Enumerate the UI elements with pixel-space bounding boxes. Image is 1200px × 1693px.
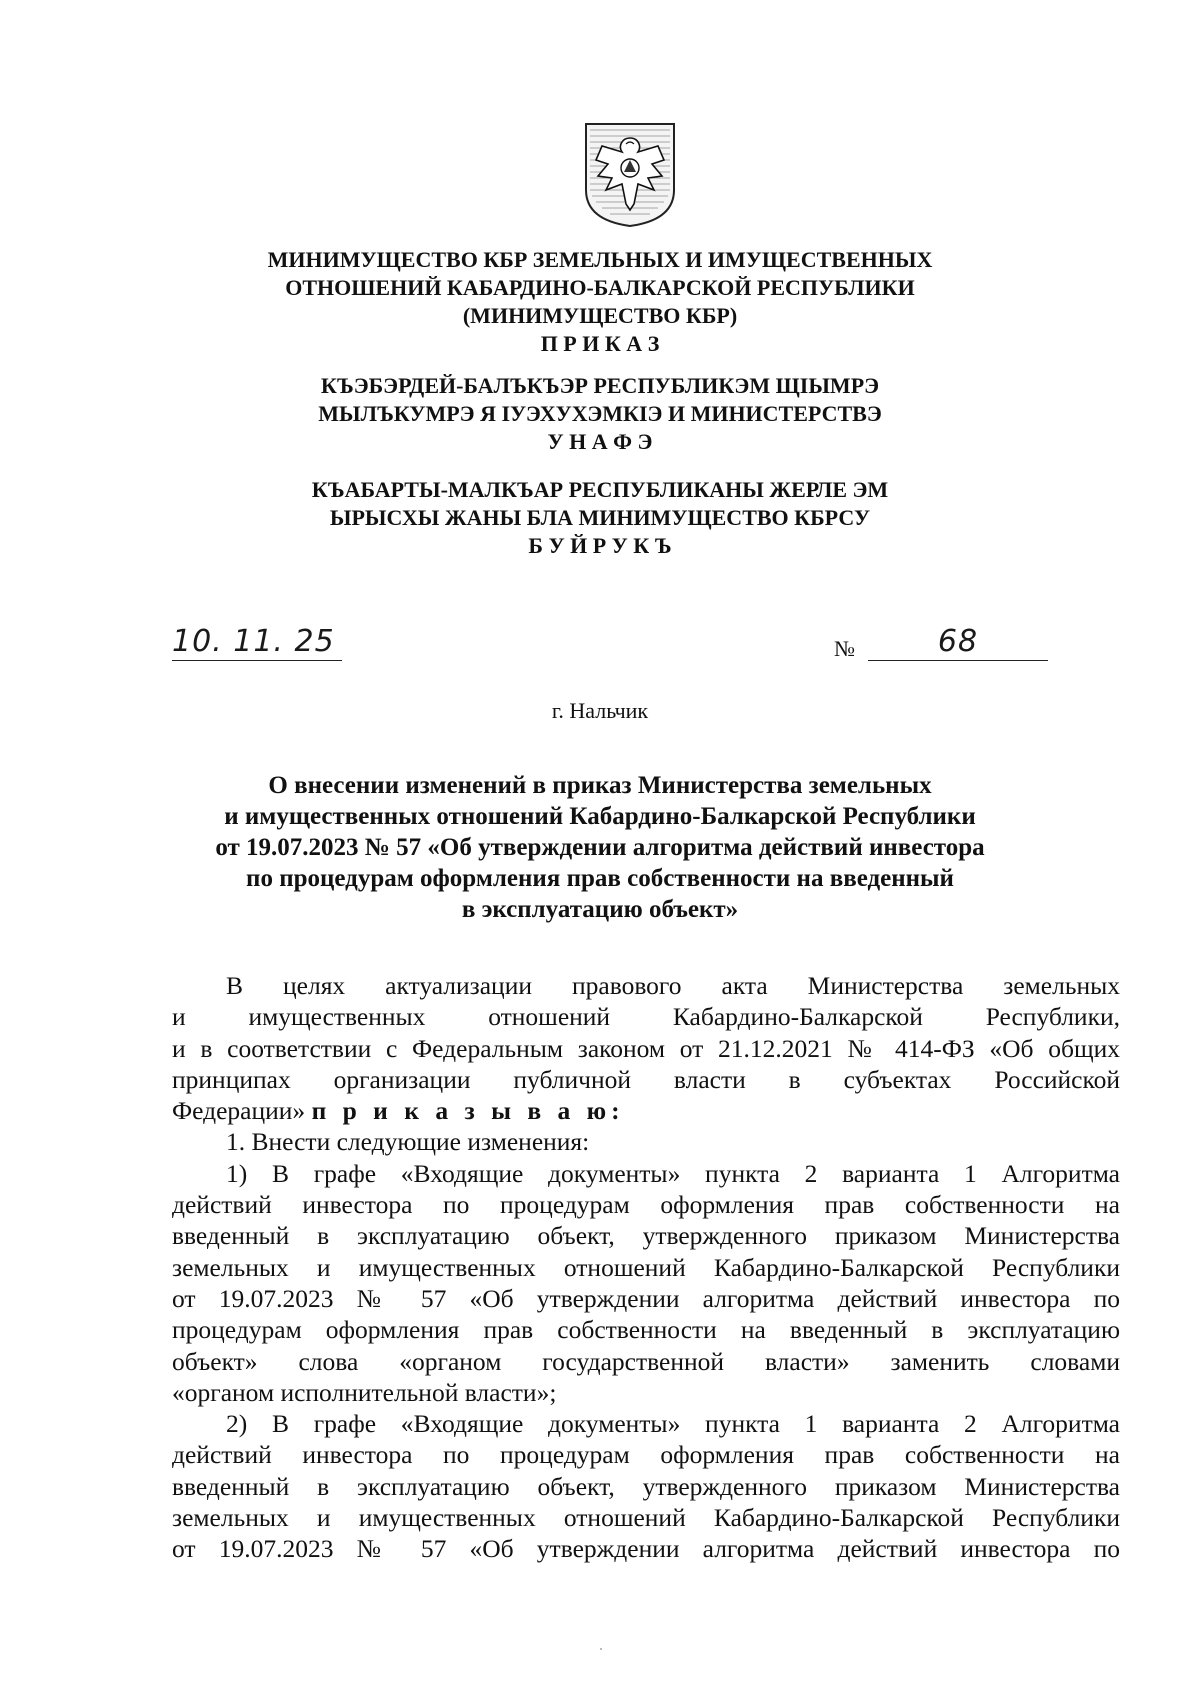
header-line: КЪЭБЭРДЕЙ-БАЛЪКЪЭР РЕСПУБЛИКЭМ ЩIЫМРЭ [320,373,880,398]
body-line: от 19.07.2023 № 57 «Об утверждении алгоритма действий инвестора по [172,1283,1120,1313]
body-line: «органом исполнительной власти»; [172,1377,557,1407]
order-date-field [172,624,342,661]
body-line: введенный в эксплуатацию объект, утвержденного приказом Министерства [172,1221,1120,1251]
ministry-header-kabardian [150,372,1050,456]
ministry-header-russian [150,246,1050,358]
preamble-paragraph [172,970,1120,1126]
body-line: действий инвестора по процедурам оформления прав собственности на [172,1440,1120,1470]
body-line: действий инвестора по процедурам оформления прав собственности на [172,1190,1120,1220]
body-line: В целях актуализации правового акта Министерства земельных [226,971,1120,1000]
body-line: земельных и имущественных отношений Кабардино-Балкарской Республики [172,1503,1120,1533]
city-name: г. Нальчик [551,698,649,723]
header-line: МИНИМУЩЕСТВО КБР ЗЕМЕЛЬНЫХ И ИМУЩЕСТВЕННЫХ [267,247,933,272]
subitem-1-paragraph [172,1158,1120,1408]
body-line: и имущественных отношений Кабардино-Балкарской Республики, [172,1002,1120,1032]
title-line: О внесении изменений в приказ Министерства земельных [268,772,932,799]
title-line: в эксплуатацию объект» [461,896,739,923]
doc-type-balkar: Б У Й Р У К Ъ [528,533,672,558]
subitem-2-paragraph [172,1408,1120,1564]
header-line: ЫРЫСХЫ ЖАНЫ БЛА МИНИМУЩЕСТВО КБРСУ [329,505,871,530]
header-line: ОТНОШЕНИЙ КАБАРДИНО-БАЛКАРСКОЙ РЕСПУБЛИКИ [285,275,915,300]
body-line: принципах организации публичной власти в субъектах Российской [172,1064,1120,1094]
title-line: по процедурам оформления прав собственности на введенный [246,865,954,892]
header-line: КЪАБАРТЫ-МАЛКЪАР РЕСПУБЛИКАНЫ ЖЕРЛЕ ЭМ [311,477,889,502]
ministry-header-balkar [150,476,1050,560]
scan-speck [600,1648,602,1650]
order-date-handwritten: 10. 11. 25 [172,624,335,659]
body-line: процедурам оформления прав собственности на введенный в эксплуатацию [172,1315,1120,1345]
preamble-end-text: Федерации» [172,1096,312,1126]
order-number-field [868,624,1048,661]
header-line: МЫЛЪКУМРЭ Я IУЭХУХЭМКIЭ И МИНИСТЕРСТВЭ [318,401,882,426]
body-line: объект» слова «органом государственной власти» заменить словами [172,1346,1120,1376]
body-line: от 19.07.2023 № 57 «Об утверждении алгоритма действий инвестора по [172,1534,1120,1564]
order-body [172,970,1120,1565]
order-title [150,770,1050,925]
body-line: и в соответствии с Федеральным законом от 21.12.2021 № 414-ФЗ «Об общих [172,1033,1120,1063]
order-number-handwritten: 68 [937,624,979,659]
coat-of-arms-emblem-icon [582,120,678,228]
body-line [172,1095,1120,1126]
doc-type-kabardian: У Н А Ф Э [547,429,653,454]
order-keyword: п р и к а з ы в а ю: [311,1096,625,1126]
order-number-label: № [834,636,855,661]
title-line: и имущественных отношений Кабардино-Балкарской Республики [224,803,976,830]
header-line: (МИНИМУЩЕСТВО КБР) [462,303,738,328]
body-line: 2) В графе «Входящие документы» пункта 1 варианта 2 Алгоритма [226,1409,1120,1439]
title-line: от 19.07.2023 № 57 «Об утверждении алгоритма действий инвестора [215,834,985,861]
item-1: 1. Внести следующие изменения: [226,1127,590,1157]
body-line: 1) В графе «Входящие документы» пункта 2 варианта 1 Алгоритма [226,1158,1120,1188]
body-line: введенный в эксплуатацию объект, утвержденного приказом Министерства [172,1471,1120,1501]
doc-type-russian: П Р И К А З [540,331,660,356]
body-line: земельных и имущественных отношений Кабардино-Балкарской Республики [172,1252,1120,1282]
